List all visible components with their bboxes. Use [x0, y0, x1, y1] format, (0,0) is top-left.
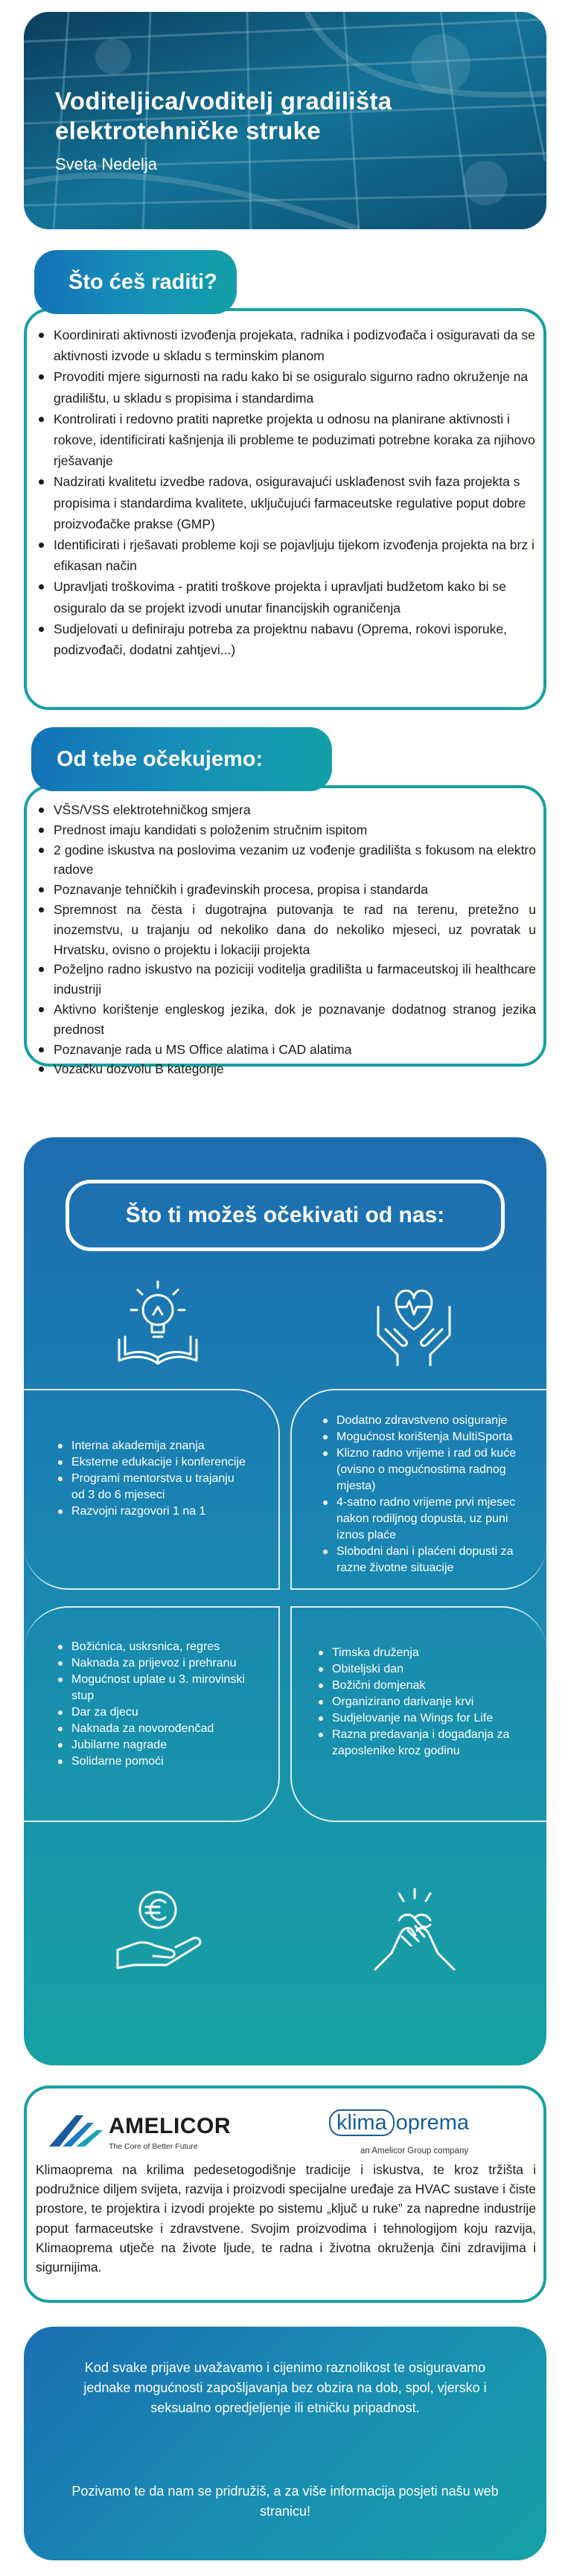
- klimaoprema-subtitle: an Amelicor Group company: [360, 2147, 469, 2155]
- heart-hands-icon: [368, 1277, 460, 1370]
- benefit-box-health: [290, 1389, 546, 1590]
- amelicor-tagline: The Core of Better Future: [109, 2142, 198, 2151]
- invitation-text: Pozivamo te da nam se pridružiš, a za više informacija posjeti našu web stranicu!: [71, 2484, 499, 2519]
- list-item: Razvojni razgovori 1 na 1: [55, 1503, 249, 1520]
- list-item: Naknada za novorođenčad: [55, 1721, 256, 1737]
- list-item: Interna akademija znanja: [55, 1438, 249, 1454]
- list-item: VŠS/VSS elektrotehničkog smjera: [36, 800, 536, 820]
- list-item: Timska druženja: [316, 1645, 532, 1661]
- list-item: Nadzirati kvalitetu izvedbe radova, osiguravajući usklađenost svih faza projekta s propisima i standardima kvalitete, uključujući farmaceutske regulative poput dobre proizvođačke prakse (GMP): [36, 471, 536, 534]
- job-title: Voditeljica/voditelj gradilišta elektrotehničke struke: [55, 87, 392, 144]
- list-item: Spremnost na česta i dugotrajna putovanja te rad na terenu, pretežno u inozemstvu, u trajanju od nekoliko dana do nekoliko mjeseci, uz povratak u Hrvatsku, ovisno o projektu i lokaciji projekta: [36, 900, 536, 959]
- tasks-heading: Što ćeš raditi?: [34, 250, 237, 314]
- benefit-box-team: [290, 1606, 546, 1822]
- list-item: Obiteljski dan: [316, 1661, 532, 1678]
- list-item: Dodatno zdravstveno osiguranje: [320, 1413, 536, 1429]
- handshake-icon: [366, 1882, 463, 1978]
- list-item: Klizno radno vrijeme i rad od kuće (ovisno o mogućnostima radnog mjesta): [320, 1445, 536, 1495]
- requirements-heading: Od tebe očekujemo:: [31, 727, 332, 791]
- list-item: Solidarne pomoći: [55, 1754, 256, 1770]
- list-item: Identificirati i rješavati probleme koji se pojavljuju tijekom izvođenja projekta na brz i efikasan način: [36, 534, 536, 576]
- list-item: Provoditi mjere sigurnosti na radu kako bi se osiguralo sigurno radno okruženje na gradilištu, u skladu s propisima i standardima: [36, 366, 536, 408]
- list-item: Eksterne edukacije i konferencije: [55, 1454, 249, 1471]
- hero-banner: [24, 12, 546, 229]
- list-item: Dar za djecu: [55, 1704, 256, 1721]
- requirements-card: [24, 785, 546, 1077]
- euro-hand-icon: [112, 1882, 208, 1978]
- benefit-box-financial: [24, 1606, 280, 1822]
- financial-list: [55, 1639, 256, 1770]
- klimaoprema-logo: [323, 2102, 509, 2161]
- list-item: Poznavanje tehničkih i građevinskih procesa, propisa i standarda: [36, 880, 536, 900]
- amelicor-brand: AMELICOR: [109, 2114, 231, 2138]
- health-list: [320, 1413, 536, 1576]
- list-item: Aktivno korištenje engleskog jezika, dok je poznavanje dodatnog stranog jezika prednost: [36, 1000, 536, 1040]
- list-item: Božićnica, uskrsnica, regres: [55, 1639, 256, 1655]
- tasks-list: [36, 325, 536, 660]
- company-description: Klimaoprema na krilima pedesetogodišnje tradicije i iskustva, te kroz tržišta i podružnice diljem svijeta, razvija i proizvodi specijalne uređaje za HVAC sustave i čiste prostore, te projektira i izvodi projekte po sistemu „ključ u ruke” za napredne industrije poput farmaceutske i zdravstvene. Svojim proizvodima i tehnologijom koju razvija, Klimaoprema utječe na živote ljude, te radna i životna okruženja čini zdravijima i sigurnijima.: [36, 2162, 536, 2275]
- list-item: Razna predavanja i događanja za zaposlenike kroz godinu: [316, 1727, 532, 1760]
- list-item: Božični domjenak: [316, 1678, 532, 1694]
- list-item: Organizirano darivanje krvi: [316, 1694, 532, 1710]
- amelicor-wing-icon: [46, 2112, 106, 2151]
- klimaoprema-wordmark: klima oprema: [329, 2109, 469, 2136]
- list-item: Poznavanje rada u MS Office alatima i CAD alatima: [36, 1040, 536, 1060]
- list-item: Upravljati troškovima - pratiti troškove projekta i upravljati budžetom kako bi se osiguralo da se projekt izvodi unutar financijskih ograničenja: [36, 576, 536, 618]
- list-item: Naknada za prijevoz i prehranu: [55, 1655, 256, 1672]
- learning-list: [55, 1438, 249, 1520]
- list-item: Mogućnost korištenja MultiSporta: [320, 1429, 536, 1445]
- list-item: Sudjelovati u definiraju potreba za projektnu nabavu (Oprema, rokovi isporuke, podizvođači, dodatni zahtjevi...): [36, 619, 536, 660]
- benefit-box-learning: [24, 1389, 280, 1590]
- list-item: 2 godine iskustva na poslovima vezanim uz vođenje gradilišta s fokusom na elektro radove: [36, 840, 536, 880]
- benefits-panel: [24, 1137, 546, 2065]
- diversity-statement: Kod svake prijave uvažavamo i cijenimo raznolikost te osiguravamo jednake mogućnosti zapošljavanja bez obzira na dob, spol, vjersko i seksualno opredjeljenje ili etničku pripadnost.: [83, 2360, 487, 2415]
- list-item: Mogućnost uplate u 3. mirovinski stup: [55, 1672, 256, 1704]
- benefits-heading: Što ti možeš očekivati od nas:: [125, 1203, 445, 1227]
- list-item: Sudjelovanje na Wings for Life: [316, 1710, 532, 1727]
- list-item: Prednost imaju kandidati s položenim stručnim ispitom: [36, 820, 536, 840]
- amelicor-logo: [40, 2109, 264, 2154]
- benefits-heading-frame: [66, 1180, 505, 1251]
- list-item: Poželjno radno iskustvo na poziciji voditelja gradilišta u farmaceutskoj ili healthcare industriji: [36, 959, 536, 1000]
- list-item: Kontrolirati i redovno pratiti napretke projekta u odnosu na planirane aktivnosti i rokove, identificirati kašnjenja ili probleme te poduzimati potrebne koraka za njihovo rješavanje: [36, 409, 536, 472]
- list-item: Programi mentorstva u trajanju od 3 do 6 mjeseci: [55, 1471, 249, 1503]
- job-location: Sveta Nedelja: [55, 155, 157, 173]
- company-card: [24, 2086, 546, 2303]
- team-list: [316, 1645, 532, 1760]
- list-item: Jubilarne nagrade: [55, 1737, 256, 1754]
- requirements-list: [36, 800, 536, 1079]
- tasks-card: [24, 308, 546, 710]
- list-item: Vozačku dozvolu B kategorije: [36, 1059, 536, 1079]
- list-item: Koordinirati aktivnosti izvođenja projekata, radnika i podizvođača i osiguravati da se aktivnosti izvode u skladu s terminskim planom: [36, 325, 536, 366]
- list-item: 4-satno radno vrijeme prvi mjesec nakon rodiljnog dopusta, uz puni iznos plaće: [320, 1495, 536, 1544]
- lightbulb-book-icon: [112, 1277, 204, 1370]
- list-item: Slobodni dani i plaćeni dopusti za razne životne situacije: [320, 1544, 536, 1576]
- diversity-panel: [24, 2327, 546, 2560]
